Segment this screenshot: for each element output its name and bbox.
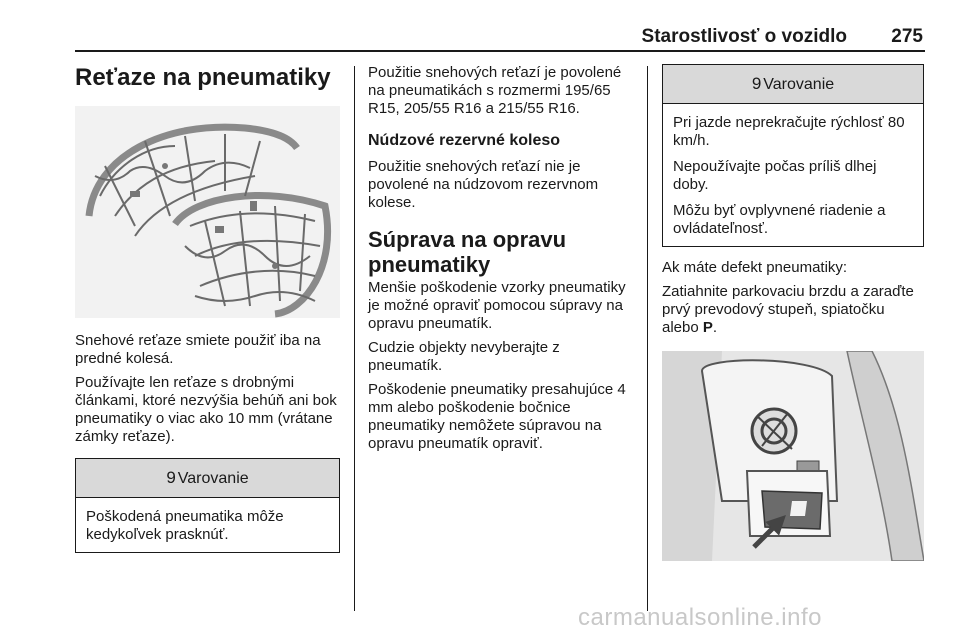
left-column [75, 64, 343, 553]
page-number: 275 [891, 26, 923, 47]
warning-icon: 9 [751, 74, 762, 93]
paragraph-parking-brake: Zatiahnite parkovaciu brzdu a zaraďte prvý prevodový stupeň, spiatočku alebo P. [662, 283, 914, 336]
subheading-emergency-spare: Núdzové rezervné koleso [368, 132, 561, 149]
snow-chains-illustration [75, 106, 340, 318]
warning-text-steering: Môžu byť ovplyvnené riadenie a ovládateľnosť. [673, 202, 886, 237]
middle-column [368, 64, 632, 453]
paragraph-tire-sizes: Použitie snehových reťazí je povolené na pneumatikách s rozmermi 195/65 R15, 205/55 R16 a 215/55 R16. [368, 64, 622, 117]
paragraph-chain-links: Používajte len reťaze s drobnými článkami, ktoré nezvýšia behúň ani bok pneumatiky o viac ako 10 mm (vrátane zámky reťaze). [75, 374, 337, 445]
paragraph-spare-wheel: Použitie snehových reťazí nie je povolené na núdzovom rezervnom kolese. [368, 158, 599, 211]
page-header [75, 22, 925, 52]
paragraph-front-wheels: Snehové reťaze smiete použiť iba na predné kolesá. [75, 332, 321, 367]
header-title: Starostlivosť o vozidlo [641, 26, 847, 47]
repair-kit-compartment-illustration [662, 351, 924, 561]
column-divider-1 [354, 66, 355, 611]
watermark: carmanualsonline.info [578, 604, 822, 631]
column-divider-2 [647, 66, 648, 611]
warning-header [663, 65, 923, 104]
right-column [662, 64, 924, 561]
warning-label: Varovanie [177, 470, 249, 487]
warning-text-duration: Nepoužívajte počas príliš dlhej doby. [673, 158, 877, 193]
warning-text-speed: Pri jazde neprekračujte rýchlosť 80 km/h. [673, 114, 905, 149]
paragraph-foreign-objects: Cudzie objekty nevyberajte z pneumatík. [368, 339, 560, 374]
compartment-drawing [662, 351, 924, 561]
warning-box-right [662, 64, 924, 247]
warning-header [76, 459, 339, 498]
snow-chains-drawing [75, 106, 340, 318]
warning-label: Varovanie [763, 76, 835, 93]
gear-p-label: P [702, 319, 713, 336]
warning-text: Poškodená pneumatika môže kedykoľvek prasknúť. [86, 508, 284, 543]
paragraph-major-damage: Poškodenie pneumatiky presahujúce 4 mm alebo poškodenie bočnice pneumatiky nemôžete súpravou na opravu pneumatík opraviť. [368, 381, 626, 452]
section-heading-repair-kit: Súprava na opravu pneumatiky [368, 227, 567, 277]
section-heading-snow-chains: Reťaze na pneumatiky [75, 64, 331, 91]
warning-box-left [75, 458, 340, 553]
warning-icon: 9 [166, 468, 176, 487]
paragraph-minor-damage: Menšie poškodenie vzorky pneumatiky je možné opraviť pomocou súpravy na opravu pneumatík. [368, 279, 626, 332]
paragraph-flat-tire: Ak máte defekt pneumatiky: [662, 259, 848, 276]
